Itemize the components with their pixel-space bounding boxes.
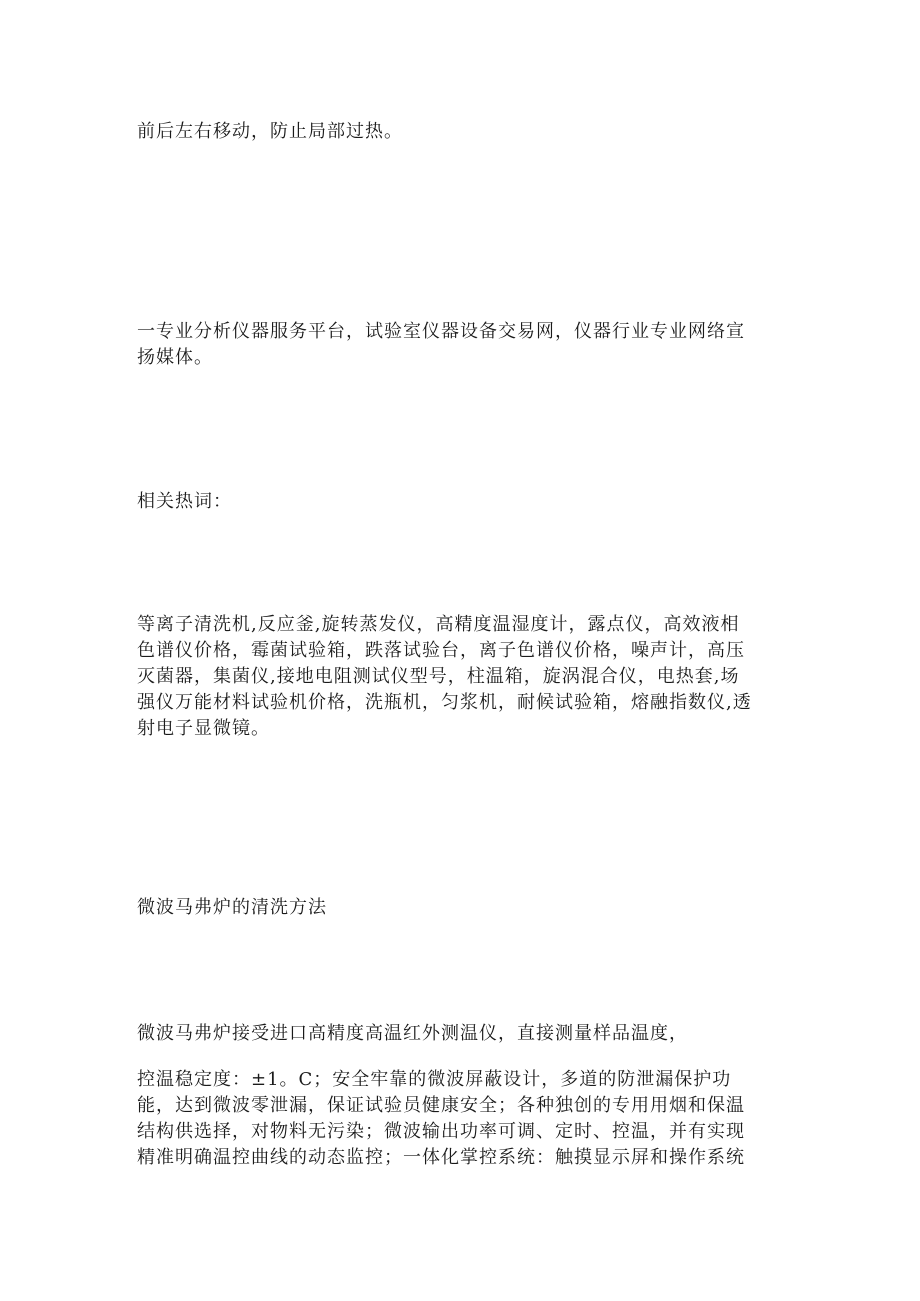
related-keywords-heading (137, 489, 787, 515)
text-line: 色谱仪价格，霉菌试验箱，跌落试验台，离子色谱仪价格，噪声计，高压 (137, 640, 745, 661)
text-line: 射电子显微镜。 (137, 718, 270, 739)
text-line: 相关热词： (137, 491, 232, 512)
section-title (137, 895, 787, 921)
paragraph-furnace-features (137, 1067, 787, 1171)
text-line: 前后左右移动，防止局部过热。 (137, 121, 403, 142)
paragraph-intro-tail (137, 119, 787, 145)
related-keywords-list (137, 612, 787, 742)
paragraph-furnace-intro (137, 1021, 787, 1047)
text-line: 强仪万能材料试验机价格，洗瓶机，匀浆机，耐候试验箱，熔融指数仪,透 (137, 692, 752, 713)
text-line: 微波马弗炉的清洗方法 (137, 897, 327, 918)
text-line: 能，达到微波零泄漏，保证试验员健康安全；各种独创的专用用烟和保温 (137, 1095, 745, 1116)
text-line: 精准明确温控曲线的动态监控；一体化掌控系统：触摸显示屏和操作系统 (137, 1147, 745, 1168)
paragraph-platform-description (137, 319, 787, 371)
text-line: 微波马弗炉接受进口高精度高温红外测温仪，直接测量样品温度， (137, 1023, 688, 1044)
text-line: 等离子清洗机,反应釜,旋转蒸发仪，高精度温湿度计，露点仪，高效液相 (137, 614, 740, 635)
text-line: 一专业分析仪器服务平台，试验室仪器设备交易网，仪器行业专业网络宣 (137, 321, 745, 342)
text-line: 控温稳定度：±1。C；安全牢靠的微波屏蔽设计，多道的防泄漏保护功 (137, 1069, 732, 1090)
text-line: 灭菌器，集菌仪,接地电阻测试仪型号，柱温箱，旋涡混合仪，电热套,场 (137, 666, 740, 687)
text-line: 扬媒体。 (137, 347, 213, 368)
text-line: 结构供选择，对物料无污染；微波输出功率可调、定时、控温，并有实现 (137, 1121, 745, 1142)
